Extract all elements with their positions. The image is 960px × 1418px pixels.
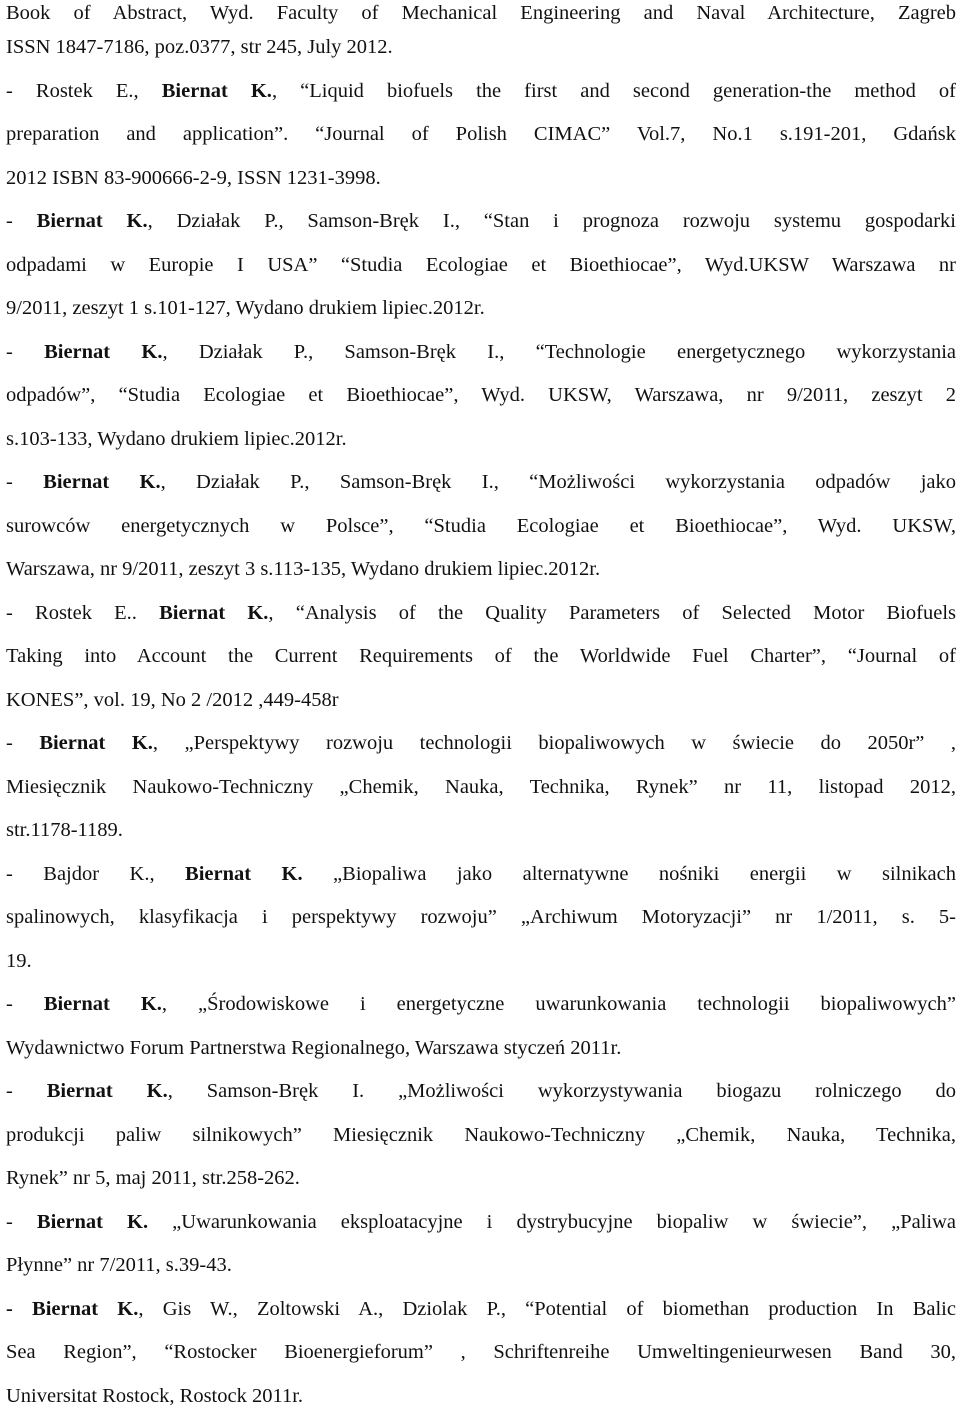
reference-text: , Samson-Bręk I. „Możliwości wykorzystywania biogazu rolniczego do	[168, 1080, 956, 1102]
reference-text: , Działak P., Samson-Bręk I., “Technologie energetycznego wykorzystania	[162, 341, 956, 363]
reference-line	[6, 548, 956, 592]
reference-text: ISSN 1847-7186, poz.0377, str 245, July 2012.	[6, 36, 393, 58]
reference-text: , Gis W., Zoltowski A., Dziolak P., “Potential of biomethan production In Balic	[138, 1298, 956, 1320]
reference-text: odpadami w Europie I USA” “Studia Ecologiae et Bioethiocae”, Wyd.UKSW Warszawa nr	[6, 254, 956, 276]
reference-line	[6, 722, 956, 766]
reference-line	[6, 157, 956, 201]
reference-line	[6, 1201, 956, 1245]
reference-text: , Działak P., Samson-Bręk I., “Stan i prognoza rozwoju systemu gospodarki	[148, 210, 956, 232]
reference-text: 2012 ISBN 83-900666-2-9, ISSN 1231-3998.	[6, 167, 381, 189]
reference-text: Rynek” nr 5, maj 2011, str.258-262.	[6, 1167, 300, 1189]
reference-text: produkcji paliw silnikowych” Miesięcznik Naukowo-Techniczny „Chemik, Nauka, Technika,	[6, 1124, 956, 1146]
author-name-bold: Biernat K.	[39, 732, 153, 754]
reference-text: odpadów”, “Studia Ecologiae et Bioethiocae”, Wyd. UKSW, Warszawa, nr 9/2011, zeszyt 2	[6, 384, 956, 406]
author-name-bold: Biernat K.	[43, 471, 160, 493]
reference-line	[6, 1070, 956, 1114]
reference-line	[6, 983, 956, 1027]
reference-line	[6, 1157, 956, 1201]
reference-text: „Uwarunkowania eksploatacyjne i dystrybucyjne biopaliw w świecie”, „Paliwa	[148, 1211, 956, 1233]
author-name-bold: - Biernat K.	[6, 1298, 138, 1320]
reference-text: Sea Region”, “Rostocker Bioenergieforum” , Schriftenreihe Umweltingenieurwesen Band 30,	[6, 1341, 956, 1363]
reference-line	[6, 461, 956, 505]
reference-text: str.1178-1189.	[6, 819, 123, 841]
reference-line	[6, 505, 956, 549]
reference-line	[6, 1027, 956, 1071]
reference-line	[6, 809, 956, 853]
reference-text: KONES”, vol. 19, No 2 /2012 ,449-458r	[6, 689, 339, 711]
author-name-bold: Biernat K.	[185, 863, 303, 885]
author-name-bold: Biernat K.	[37, 210, 148, 232]
author-name-bold: Biernat K.	[159, 602, 268, 624]
reference-line	[6, 200, 956, 244]
reference-line	[6, 1331, 956, 1375]
reference-text: 9/2011, zeszyt 1 s.101-127, Wydano drukiem lipiec.2012r.	[6, 297, 485, 319]
reference-text: - Rostek E.,	[6, 80, 162, 102]
reference-text: Universitat Rostock, Rostock 2011r.	[6, 1385, 303, 1407]
reference-line	[6, 244, 956, 288]
reference-line	[6, 1288, 956, 1332]
reference-line	[6, 26, 956, 70]
reference-text: Book of Abstract, Wyd. Faculty of Mechanical Engineering and Naval Architecture, Zagreb	[6, 2, 956, 24]
reference-line	[6, 0, 956, 26]
reference-line	[6, 853, 956, 897]
reference-text: , “Liquid biofuels the first and second generation-the method of	[272, 80, 956, 102]
reference-text: -	[6, 732, 39, 754]
reference-text: s.103-133, Wydano drukiem lipiec.2012r.	[6, 428, 347, 450]
reference-text: Warszawa, nr 9/2011, zeszyt 3 s.113-135, Wydano drukiem lipiec.2012r.	[6, 558, 600, 580]
reference-text: „Biopaliwa jako alternatywne nośniki energii w silnikach	[303, 863, 956, 885]
reference-text: , “Analysis of the Quality Parameters of Selected Motor Biofuels	[268, 602, 956, 624]
reference-line	[6, 70, 956, 114]
reference-text: -	[6, 210, 37, 232]
reference-text: -	[6, 1211, 37, 1233]
reference-text: , „Środowiskowe i energetyczne uwarunkowania technologii biopaliwowych”	[162, 993, 956, 1015]
reference-line	[6, 679, 956, 723]
reference-text: spalinowych, klasyfikacja i perspektywy rozwoju” „Archiwum Motoryzacji” nr 1/2011, s. 5-	[6, 906, 956, 928]
reference-text: -	[6, 341, 44, 363]
reference-text: Płynne” nr 7/2011, s.39-43.	[6, 1254, 232, 1276]
reference-text: , „Perspektywy rozwoju technologii biopaliwowych w świecie do 2050r” ,	[153, 732, 956, 754]
reference-text: -	[6, 471, 43, 493]
reference-line	[6, 287, 956, 331]
reference-line	[6, 766, 956, 810]
reference-text: - Rostek E..	[6, 602, 159, 624]
reference-line	[6, 635, 956, 679]
reference-line	[6, 896, 956, 940]
reference-text: 19.	[6, 950, 32, 972]
reference-line	[6, 1375, 956, 1418]
reference-text: , Działak P., Samson-Bręk I., “Możliwości wykorzystania odpadów jako	[161, 471, 956, 493]
author-name-bold: Biernat K.	[44, 341, 162, 363]
reference-line	[6, 418, 956, 462]
author-name-bold: Biernat K.	[44, 993, 162, 1015]
reference-line	[6, 374, 956, 418]
reference-line	[6, 331, 956, 375]
reference-text: - Bajdor K.,	[6, 863, 185, 885]
reference-line	[6, 113, 956, 157]
author-name-bold: Biernat K.	[162, 80, 272, 102]
reference-line	[6, 1244, 956, 1288]
reference-text: Wydawnictwo Forum Partnerstwa Regionalnego, Warszawa styczeń 2011r.	[6, 1037, 621, 1059]
reference-text: Taking into Account the Current Requirements of the Worldwide Fuel Charter”, “Journal of	[6, 645, 956, 667]
author-name-bold: Biernat K.	[47, 1080, 168, 1102]
reference-text: preparation and application”. “Journal of Polish CIMAC” Vol.7, No.1 s.191-201, Gdańsk	[6, 123, 956, 145]
reference-text: surowców energetycznych w Polsce”, “Studia Ecologiae et Bioethiocae”, Wyd. UKSW,	[6, 515, 956, 537]
reference-line	[6, 940, 956, 984]
author-name-bold: Biernat K.	[37, 1211, 148, 1233]
reference-line	[6, 592, 956, 636]
reference-line	[6, 1114, 956, 1158]
reference-text: Miesięcznik Naukowo-Techniczny „Chemik, Nauka, Technika, Rynek” nr 11, listopad 2012,	[6, 776, 956, 798]
reference-text: -	[6, 993, 44, 1015]
reference-text: -	[6, 1080, 47, 1102]
